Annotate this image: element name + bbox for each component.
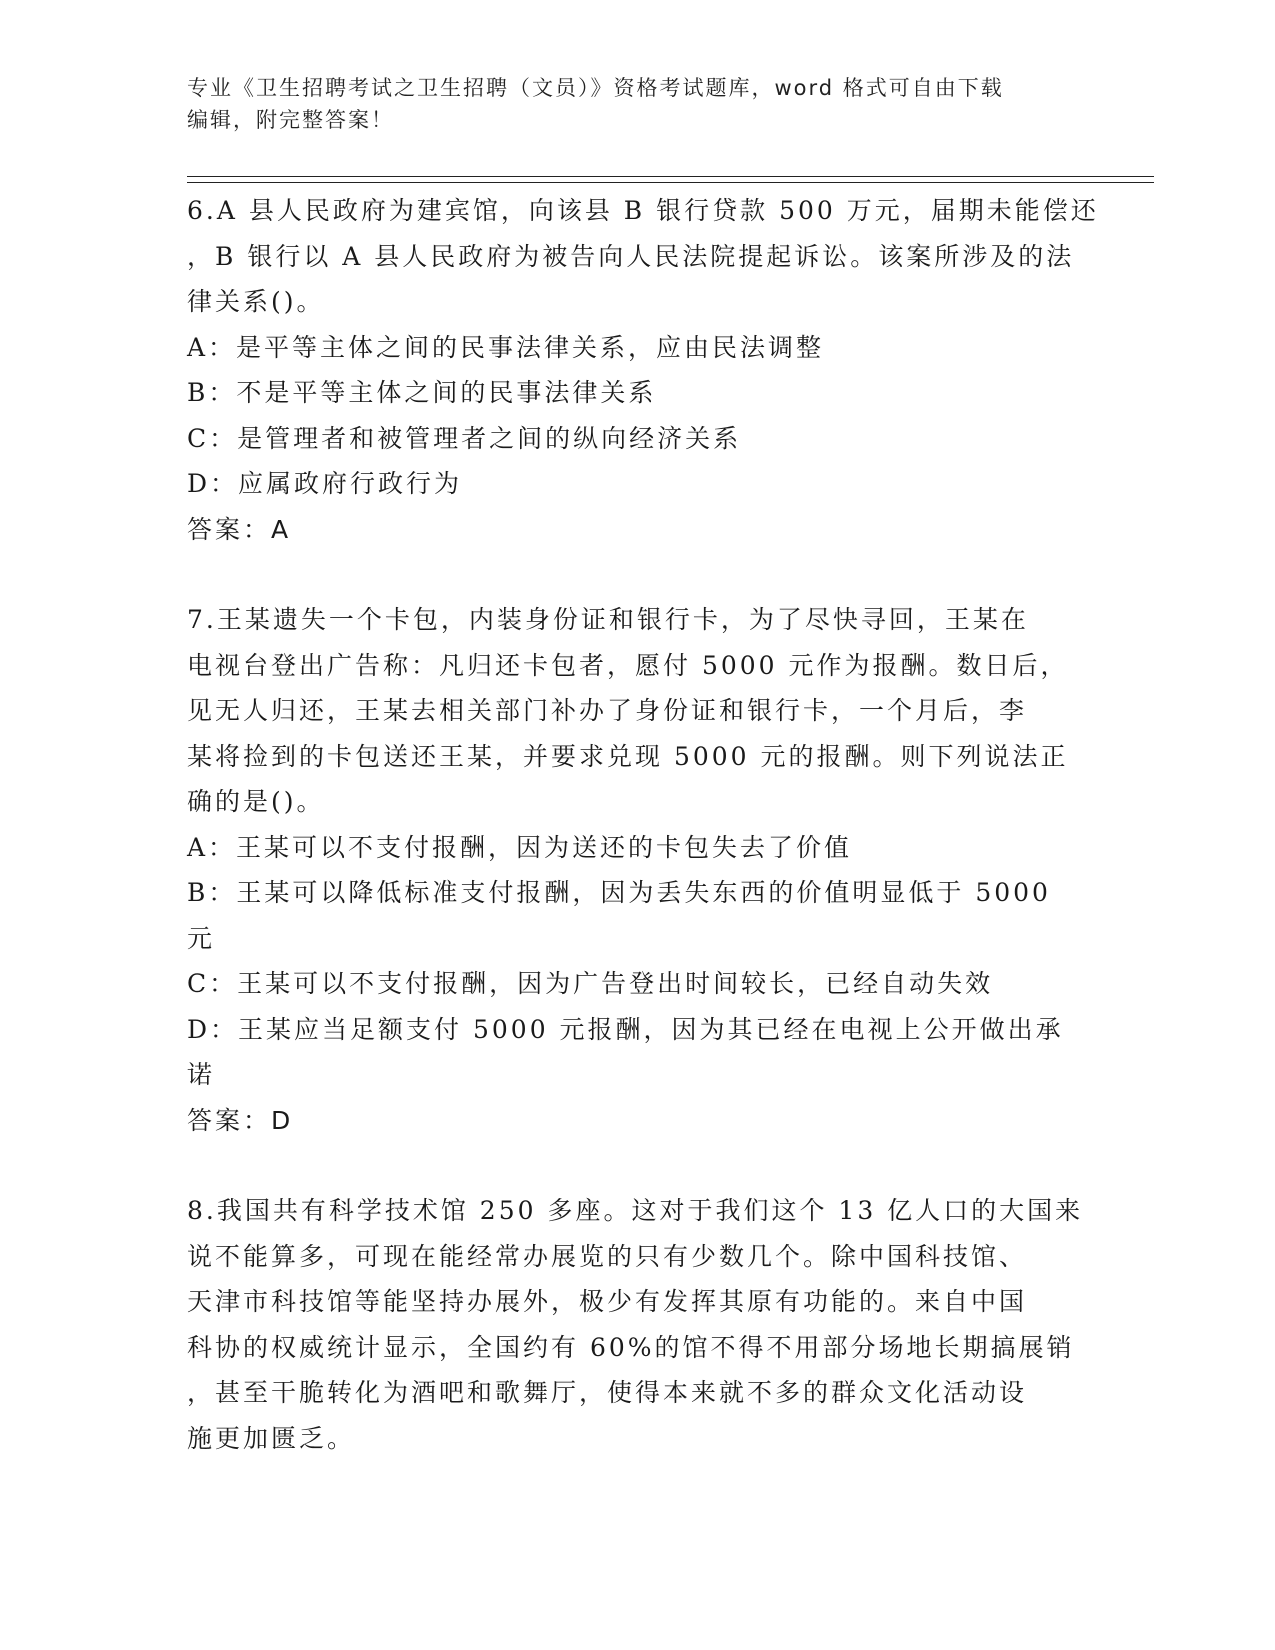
header-divider-top <box>187 176 1154 177</box>
spacer <box>187 1143 1087 1188</box>
question-6 <box>187 188 1099 552</box>
question-stem-line: 天津市科技馆等能坚持办展外，极少有发挥其原有功能的。来自中国 <box>187 1287 1028 1316</box>
question-stem-line: 科协的权威统计显示，全国约有 60%的馆不得不用部分场地长期搞展销 <box>187 1332 1075 1362</box>
answer-label: 答案：A <box>187 514 292 544</box>
option-b-continued: 元 <box>187 923 216 953</box>
answer-label: 答案：D <box>187 1105 294 1135</box>
option-d-continued: 诺 <box>187 1060 216 1089</box>
question-stem-line: 8.我国共有科学技术馆 250 多座。这对于我们这个 13 亿人口的大国来 <box>187 1196 1084 1225</box>
question-stem-line: 7.王某遗失一个卡包，内装身份证和银行卡，为了尽快寻回，王某在 <box>187 605 1029 634</box>
option-a: A：是平等主体之间的民事法律关系，应由民法调整 <box>187 332 825 362</box>
option-c: C：王某可以不支付报酬，因为广告登出时间较长，已经自动失效 <box>187 969 994 998</box>
option-b: B：王某可以降低标准支付报酬，因为丢失东西的价值明显低于 5000 <box>187 878 1051 907</box>
question-stem-line: 律关系()。 <box>187 287 325 316</box>
question-stem-line: 6.A 县人民政府为建宾馆，向该县 B 银行贷款 500 万元，届期未能偿还 <box>187 196 1099 225</box>
question-7 <box>187 597 1087 1143</box>
header-divider-bottom <box>187 182 1154 183</box>
question-stem-line: 说不能算多，可现在能经常办展览的只有少数几个。除中国科技馆、 <box>187 1241 1028 1271</box>
question-stem-line: ，B 银行以 A 县人民政府为被告向人民法院提起诉讼。该案所涉及的法 <box>187 241 1075 271</box>
header-line-1: 专业《卫生招聘考试之卫生招聘（文员）》资格考试题库，word 格式可自由下载 <box>187 76 1004 100</box>
question-8 <box>187 1188 1087 1461</box>
question-list <box>187 188 1099 1461</box>
spacer <box>187 552 1087 597</box>
header-line-2: 编辑，附完整答案！ <box>187 108 394 132</box>
question-stem-line: 施更加匮乏。 <box>187 1423 356 1453</box>
option-d: D：王某应当足额支付 5000 元报酬，因为其已经在电视上公开做出承 <box>187 1014 1064 1044</box>
question-stem-line: 电视台登出广告称：凡归还卡包者，愿付 5000 元作为报酬。数日后， <box>187 650 1069 680</box>
question-stem-line: 见无人归还，王某去相关部门补办了身份证和银行卡，一个月后，李 <box>187 696 1028 725</box>
question-stem-line: ，甚至干脆转化为酒吧和歌舞厅，使得本来就不多的群众文化活动设 <box>187 1378 1028 1407</box>
document-header <box>187 72 1087 136</box>
option-b: B：不是平等主体之间的民事法律关系 <box>187 378 657 407</box>
option-c: C：是管理者和被管理者之间的纵向经济关系 <box>187 423 742 453</box>
question-stem-line: 确的是()。 <box>187 787 325 816</box>
option-a: A：王某可以不支付报酬，因为送还的卡包失去了价值 <box>187 832 853 862</box>
question-stem-line: 某将捡到的卡包送还王某，并要求兑现 5000 元的报酬。则下列说法正 <box>187 741 1069 771</box>
option-d: D：应属政府行政行为 <box>187 469 463 498</box>
